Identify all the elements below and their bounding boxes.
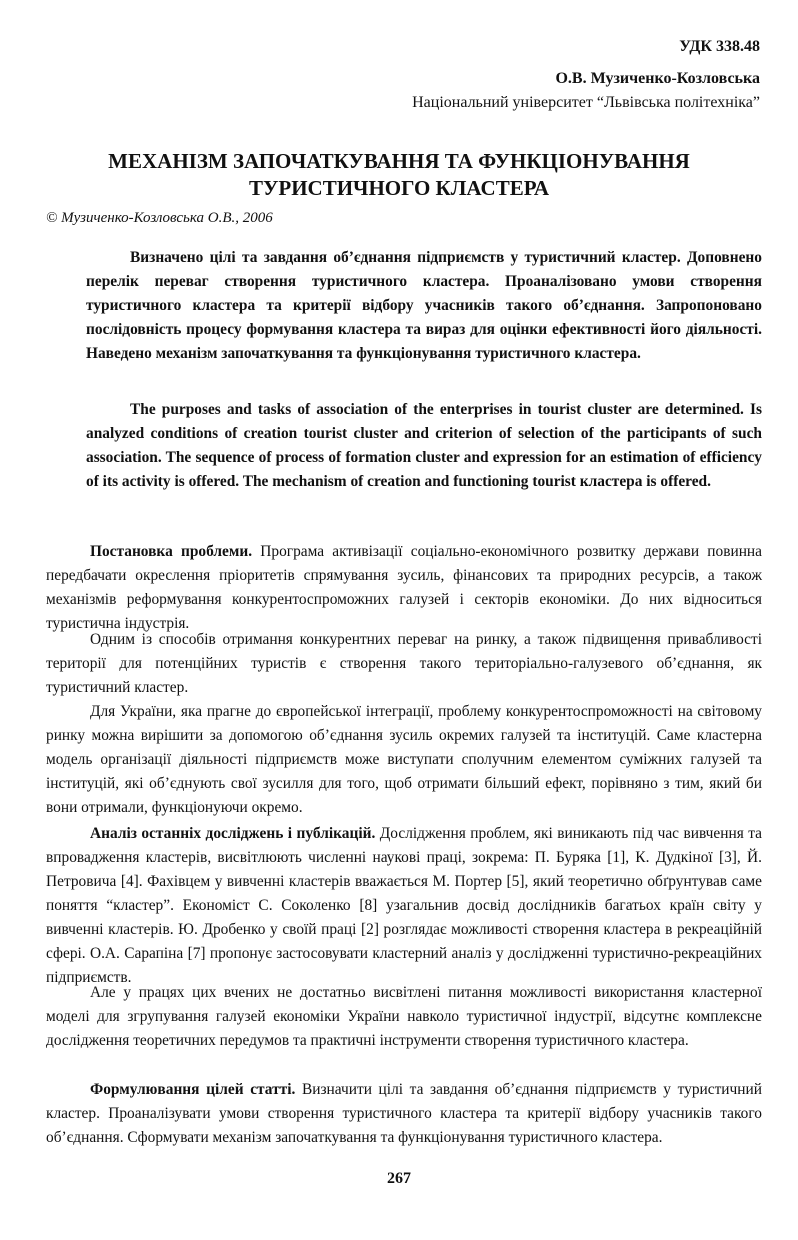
author-name: О.В. Музиченко-Козловська: [555, 70, 760, 87]
page-number: 267: [387, 1170, 411, 1187]
copyright: © Музиченко-Козловська О.В., 2006: [46, 210, 273, 226]
paragraph-objectives: [46, 1078, 762, 1150]
paragraph-ukraine-integration: Для України, яка прагне до європейської інтеграції, проблему конкурентоспроможності на світовому ринку можна вирішити за допомогою об’єднання зусиль окремих галузей та інституцій. Саме кластерна модель організації діяльності підприємств може виступати сполучним елементом суміжних галузей та інституцій, які об’єднують свої зусилля для того, щоб отримати більший ефект, порівняно з тим, який би вони отримали, функціонуючи окремо.: [46, 703, 762, 816]
paragraph-research-gap: Але у працях цих вчених не достатньо висвітлені питання можливості використання кластерної моделі для згрупування галузей економіки України навколо туристичної індустрії, відсутнє комплексне дослідження теоретичних передумов та практичні інструменти створення туристичного кластера.: [46, 984, 762, 1049]
article-title: [40, 148, 758, 202]
section-heading: Формулювання цілей статті.: [90, 1081, 296, 1098]
affiliation: Національний університет “Львівська політехніка”: [412, 94, 760, 111]
abstract-english: The purposes and tasks of association of the enterprises in tourist cluster are determined. Is analyzed conditions of creation tourist cluster and criterion of selection of the participants of such association. The sequence of process of formation cluster and expression for an estimation of efficiency of its activity is offered. The mechanism of creation and functioning tourist кластера is offered.: [86, 401, 762, 490]
paragraph-text: Програма активізації соціально-економічного розвитку держави повинна передбачати окреслення пріоритетів спрямування зусиль, фінансових та природних ресурсів, а також механізмів реформування конкурентоспроможних галузей і секторів економіки. До них відноситься туристична індустрія.: [46, 543, 762, 632]
paragraph-competitive-advantage: Одним із способів отримання конкурентних переваг на ринку, а також підвищення привабливості території для потенційних туристів є створення такого територіально-галузевого об’єднання, як туристичний кластер.: [46, 631, 762, 696]
udc-code: УДК 338.48: [679, 38, 760, 55]
section-heading: Постановка проблеми.: [90, 543, 253, 560]
paragraph-literature-review: [46, 822, 762, 990]
abstract-ukrainian: Визначено цілі та завдання об’єднання підприємств у туристичний кластер. Доповнено перелік переваг створення туристичного кластера. Проаналізовано умови створення туристичного кластера та критерії відбору учасників такого об’єднання. Запропоновано послідовність процесу формування кластера та вираз для оцінки ефективності його діяльності. Наведено механізм започаткування та функціонування туристичного кластера.: [86, 249, 762, 362]
section-heading: Аналіз останніх досліджень і публікацій.: [90, 825, 376, 842]
paragraph-text: Визначити цілі та завдання об’єднання підприємств у туристичний кластер. Проаналізувати умови створення туристичного кластера та критерії відбору учасників такого об’єднання. Сформувати механізм започаткування та функціонування туристичного кластера.: [46, 1081, 762, 1146]
paragraph-text: Дослідження проблем, які виникають під час вивчення та впровадження кластерів, висвітлюють численні наукові праці, зокрема: П. Буряка [1], К. Дудкіної [3], Й. Петровича [4]. Фахівцем у вивченні кластерів вважається М. Портер [5], який теоретично обґрунтував саме поняття “кластер”. Економіст С. Соколенко [8] узагальнив досвід дослідників багатьох країн світу у вивченні кластерів. Ю. Дробенко у своїй праці [2] розглядає можливості створення кластера в рекреаційній сфері. О.А. Сарапіна [7] пропонує застосовувати кластерний аналіз у дослідженні туристично-рекреаційних підприємств.: [46, 825, 763, 986]
title-line-1: МЕХАНІЗМ ЗАПОЧАТКУВАННЯ ТА ФУНКЦІОНУВАННЯ: [108, 149, 690, 173]
title-line-2: ТУРИСТИЧНОГО КЛАСТЕРА: [248, 176, 550, 200]
paragraph-problem-statement: [46, 540, 762, 636]
